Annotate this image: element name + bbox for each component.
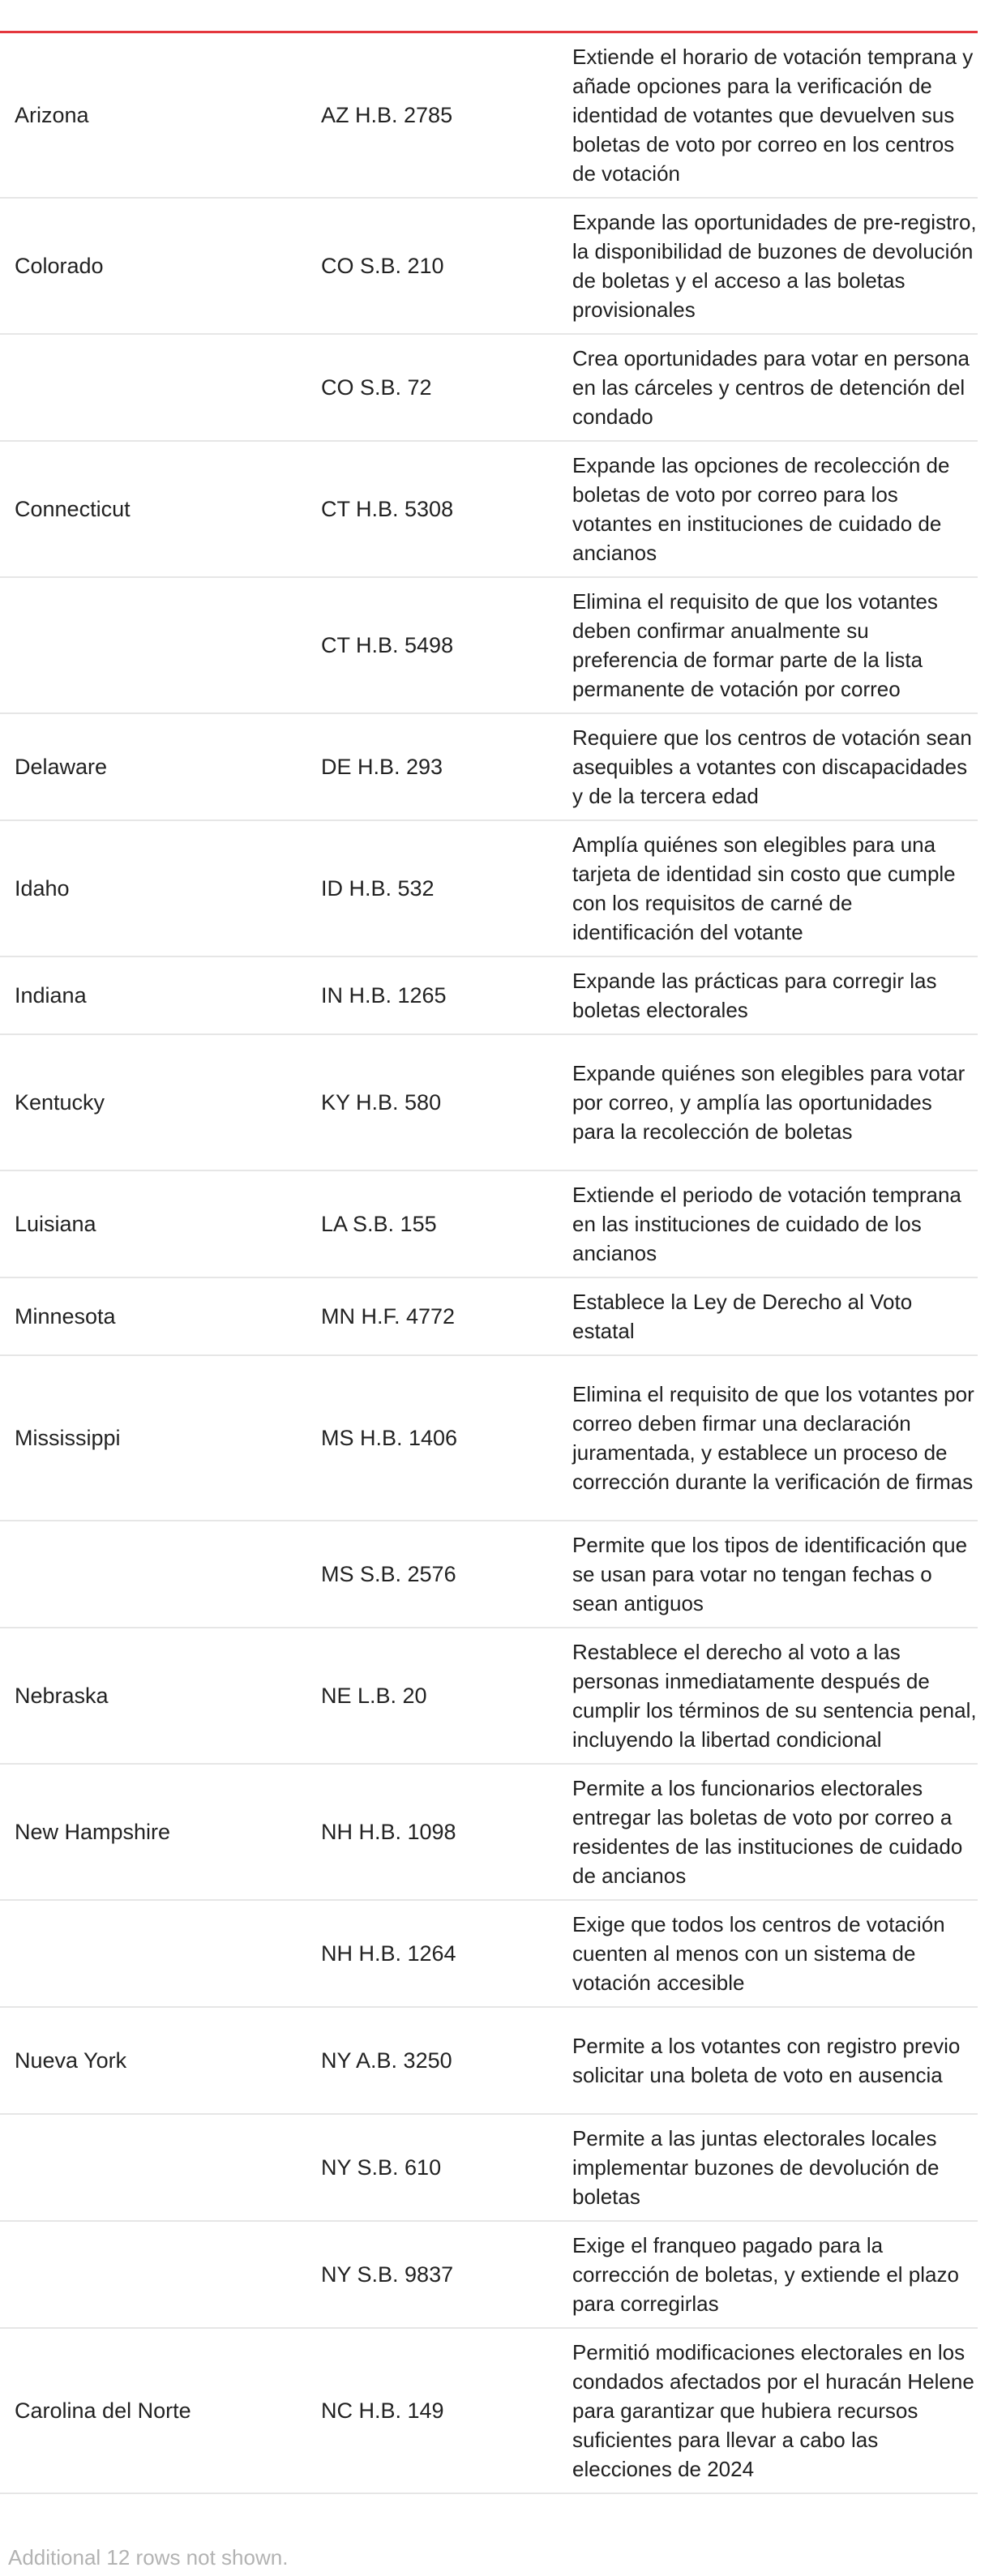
bill-cell: MN H.F. 4772 bbox=[321, 1304, 456, 1329]
description-cell: Elimina el requisito de que los votantes por correo deben firmar una declaración juramentada, y establece un proceso de corrección durante la verificación de firmas bbox=[572, 1382, 974, 1494]
bill-cell: CO S.B. 72 bbox=[321, 375, 432, 400]
description-cell: Permite que los tipos de identificación que se usan para votar no tengan fechas o sean antiguos bbox=[572, 1533, 968, 1615]
bill-cell: AZ H.B. 2785 bbox=[321, 103, 453, 127]
bill-cell: NY S.B. 610 bbox=[321, 2155, 442, 2180]
state-cell: Mississippi bbox=[15, 1426, 121, 1450]
description-cell: Expande las oportunidades de pre-registro, la disponibilidad de buzones de devolución de boletas y el acceso a las boletas provisionales bbox=[572, 210, 977, 322]
state-cell: Kentucky bbox=[15, 1090, 105, 1115]
table-row bbox=[0, 1521, 978, 1628]
description-cell: Expande las opciones de recolección de boletas de voto por correo para los votantes en instituciones de cuidado de ancianos bbox=[572, 453, 950, 565]
description-cell: Elimina el requisito de que los votantes deben confirmar anualmente su preferencia de formar parte de la lista permanente de votación por correo bbox=[572, 589, 938, 701]
bill-cell: ID H.B. 532 bbox=[321, 876, 435, 901]
description-cell: Extiende el horario de votación temprana y añade opciones para la verificación de identidad de votantes que devuelven sus boletas de voto por correo en los centros de votación bbox=[572, 45, 974, 186]
table-row bbox=[0, 1171, 978, 1278]
bill-cell: CO S.B. 210 bbox=[321, 254, 444, 278]
description-cell: Exige que todos los centros de votación cuenten al menos con un sistema de votación accesible bbox=[572, 1912, 945, 1995]
table-row bbox=[0, 821, 978, 957]
description-cell: Permite a las juntas electorales locales implementar buzones de devolución de boletas bbox=[572, 2126, 940, 2209]
table-row bbox=[0, 2008, 978, 2115]
state-cell: Nueva York bbox=[15, 2048, 127, 2073]
bill-cell: MS H.B. 1406 bbox=[321, 1426, 458, 1450]
legislation-table bbox=[0, 33, 978, 2494]
description-cell: Amplía quiénes son elegibles para una tarjeta de identidad sin costo que cumple con los requisitos de carné de identificación del votante bbox=[572, 832, 956, 944]
table-row bbox=[0, 2222, 978, 2329]
description-cell: Expande quiénes son elegibles para votar por correo, y amplía las oportunidades para la recolección de boletas bbox=[572, 1061, 965, 1144]
bill-cell: NY S.B. 9837 bbox=[321, 2262, 454, 2287]
table-row bbox=[0, 335, 978, 442]
description-cell: Extiende el periodo de votación temprana en las instituciones de cuidado de los ancianos bbox=[572, 1183, 961, 1265]
description-cell: Exige el franqueo pagado para la corrección de boletas, y extiende el plazo para corregirlas bbox=[572, 2233, 959, 2316]
bill-cell: CT H.B. 5308 bbox=[321, 497, 454, 521]
table-row bbox=[0, 2329, 978, 2494]
table-row bbox=[0, 957, 978, 1035]
table-row bbox=[0, 1356, 978, 1521]
description-cell: Permite a los votantes con registro previo solicitar una boleta de voto en ausencia bbox=[572, 2034, 961, 2087]
bill-cell: DE H.B. 293 bbox=[321, 755, 443, 779]
state-cell: New Hampshire bbox=[15, 1820, 171, 1844]
description-cell: Establece la Ley de Derecho al Voto estatal bbox=[572, 1290, 913, 1343]
state-cell: Indiana bbox=[15, 983, 87, 1008]
bill-cell: CT H.B. 5498 bbox=[321, 633, 454, 657]
state-cell: Arizona bbox=[15, 103, 89, 127]
table-row bbox=[0, 1628, 978, 1765]
description-cell: Crea oportunidades para votar en persona en las cárceles y centros de detención del condado bbox=[572, 346, 970, 429]
description-cell: Permitió modificaciones electorales en los condados afectados por el huracán Helene para garantizar que hubiera recursos suficientes para llevar a cabo las elecciones de 2024 bbox=[572, 2340, 974, 2481]
table-row bbox=[0, 714, 978, 821]
state-cell: Minnesota bbox=[15, 1304, 116, 1329]
state-cell: Idaho bbox=[15, 876, 70, 901]
bill-cell: NY A.B. 3250 bbox=[321, 2048, 452, 2073]
bill-cell: NH H.B. 1264 bbox=[321, 1941, 456, 1966]
table-row bbox=[0, 578, 978, 714]
table-row bbox=[0, 199, 978, 335]
table-row bbox=[0, 1765, 978, 1901]
state-cell: Luisiana bbox=[15, 1212, 96, 1236]
bill-cell: NE L.B. 20 bbox=[321, 1684, 427, 1708]
state-cell: Connecticut bbox=[15, 497, 131, 521]
state-cell: Nebraska bbox=[15, 1684, 109, 1708]
table-row bbox=[0, 2115, 978, 2222]
description-cell: Permite a los funcionarios electorales entregar las boletas de voto por correo a residentes de las instituciones de cuidado de ancianos bbox=[572, 1776, 963, 1888]
description-cell: Requiere que los centros de votación sean asequibles a votantes con discapacidades y de la tercera edad bbox=[572, 725, 972, 808]
bill-cell: NH H.B. 1098 bbox=[321, 1820, 456, 1844]
state-cell: Colorado bbox=[15, 254, 104, 278]
description-cell: Restablece el derecho al voto a las personas inmediatamente después de cumplir los términos de su sentencia penal, incluyendo la libertad condicional bbox=[572, 1640, 977, 1752]
table-row bbox=[0, 1035, 978, 1171]
table-row bbox=[0, 33, 978, 199]
bill-cell: KY H.B. 580 bbox=[321, 1090, 442, 1115]
bill-cell: IN H.B. 1265 bbox=[321, 983, 447, 1008]
bill-cell: NC H.B. 149 bbox=[321, 2398, 444, 2423]
table-row bbox=[0, 442, 978, 578]
table-row bbox=[0, 1901, 978, 2008]
state-cell: Delaware bbox=[15, 755, 108, 779]
rows-hidden-note: Additional 12 rows not shown. bbox=[8, 2545, 289, 2570]
bill-cell: LA S.B. 155 bbox=[321, 1212, 437, 1236]
table-row bbox=[0, 1278, 978, 1356]
description-cell: Expande las prácticas para corregir las boletas electorales bbox=[572, 969, 937, 1022]
state-cell: Carolina del Norte bbox=[15, 2398, 191, 2423]
bill-cell: MS S.B. 2576 bbox=[321, 1562, 456, 1586]
